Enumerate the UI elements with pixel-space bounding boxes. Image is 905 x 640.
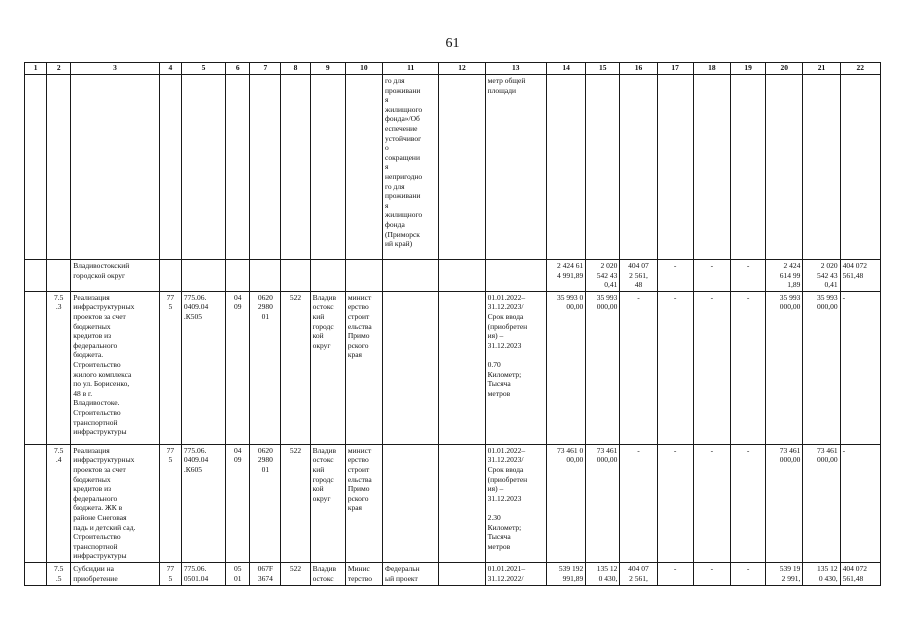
table-cell-col-17 — [657, 75, 693, 260]
table-cell-col-9: Владив остокс — [310, 562, 345, 585]
table-cell-col-14: 73 461 0 00,00 — [546, 444, 585, 562]
table-cell-col-1 — [25, 291, 47, 444]
table-cell-col-7: 0620 2980 01 — [250, 291, 281, 444]
table-cell-col-9 — [310, 75, 345, 260]
table-cell-col-6: 04 09 — [226, 444, 250, 562]
table-cell-col-18: - — [693, 260, 730, 292]
table-cell-col-12 — [439, 75, 485, 260]
table-cell-col-19: - — [730, 444, 765, 562]
table-cell-col-21: 73 461 000,00 — [803, 444, 840, 562]
col-header: 12 — [439, 63, 485, 75]
table-cell-col-2: 7.5 .5 — [47, 562, 71, 585]
table-cell-col-4 — [159, 260, 181, 292]
col-header: 17 — [657, 63, 693, 75]
table-cell-col-9 — [310, 260, 345, 292]
col-header: 11 — [383, 63, 439, 75]
table-cell-col-22: 404 072 561,48 — [840, 562, 880, 585]
table-cell-col-8: 522 — [281, 444, 310, 562]
table-cell-col-11: го для проживани я жилищного фонда»/Об еспечение устойчивог о сокращени я непригодно го для проживани я жилищного фонда (Приморск ий край) — [383, 75, 439, 260]
table-cell-col-11 — [383, 444, 439, 562]
table-cell-col-6: 05 01 — [226, 562, 250, 585]
table-cell-col-5: 775.06. 0409.04 .К605 — [181, 444, 225, 562]
table-cell-col-16: 404 07 2 561, 48 — [620, 260, 657, 292]
table-cell-col-8 — [281, 260, 310, 292]
table-cell-col-16 — [620, 75, 657, 260]
table-cell-col-3: Реализация инфраструктурных проектов за счет бюджетных кредитов из федерального бюджета. Строительство жилого комплекса по ул. Борисенко, 48 в г. Владивостоке. Строительство транспортной инфраструктуры — [71, 291, 160, 444]
table-cell-col-7 — [250, 260, 281, 292]
table-cell-col-14: 539 192 991,89 — [546, 562, 585, 585]
table-row — [25, 75, 881, 260]
table-cell-col-13 — [485, 260, 546, 292]
table-cell-col-16: - — [620, 291, 657, 444]
col-header: 3 — [71, 63, 160, 75]
table-cell-col-4: 77 5 — [159, 562, 181, 585]
table-cell-col-9: Владив остокс кий городс кой округ — [310, 444, 345, 562]
table-cell-col-11 — [383, 291, 439, 444]
table-cell-col-14: 35 993 0 00,00 — [546, 291, 585, 444]
table-cell-col-4: 77 5 — [159, 444, 181, 562]
table-cell-col-10: минист ерство строит ельства Примо рского края — [345, 444, 382, 562]
table-cell-col-10: Минис терство — [345, 562, 382, 585]
table-cell-col-1 — [25, 562, 47, 585]
table-cell-col-5: 775.06. 0409.04 .К505 — [181, 291, 225, 444]
table-cell-col-8: 522 — [281, 562, 310, 585]
table-cell-col-3: Владивостокский городской округ — [71, 260, 160, 292]
table-cell-col-7: 0620 2980 01 — [250, 444, 281, 562]
col-header: 16 — [620, 63, 657, 75]
table-cell-col-17: - — [657, 260, 693, 292]
col-header: 6 — [226, 63, 250, 75]
col-header: 14 — [546, 63, 585, 75]
table-cell-col-14: 2 424 61 4 991,89 — [546, 260, 585, 292]
col-header: 21 — [803, 63, 840, 75]
table-cell-col-19: - — [730, 260, 765, 292]
table-cell-col-5: 775.06. 0501.04 — [181, 562, 225, 585]
table-row — [25, 291, 881, 444]
table-cell-col-12 — [439, 260, 485, 292]
table-cell-col-17: - — [657, 291, 693, 444]
table-cell-col-20: 2 424 614 99 1,89 — [766, 260, 803, 292]
table-cell-col-18: - — [693, 562, 730, 585]
col-header: 1 — [25, 63, 47, 75]
table-cell-col-22: - — [840, 291, 880, 444]
table-row — [25, 562, 881, 585]
table-cell-col-19 — [730, 75, 765, 260]
table-cell-col-21: 35 993 000,00 — [803, 291, 840, 444]
table-cell-col-13: 01.01.2022– 31.12.2023/ Срок ввода (приобретен ия) – 31.12.2023 0.70 Километр; Тысяча метров — [485, 291, 546, 444]
table-cell-col-6: 04 09 — [226, 291, 250, 444]
table-cell-col-5 — [181, 75, 225, 260]
table-cell-col-9: Владив остокс кий городс кой округ — [310, 291, 345, 444]
col-header: 20 — [766, 63, 803, 75]
col-header: 10 — [345, 63, 382, 75]
col-header: 4 — [159, 63, 181, 75]
table-cell-col-2: 7.5 .4 — [47, 444, 71, 562]
table-cell-col-20 — [766, 75, 803, 260]
table-cell-col-7 — [250, 75, 281, 260]
table-cell-col-22 — [840, 75, 880, 260]
col-header: 18 — [693, 63, 730, 75]
col-header: 19 — [730, 63, 765, 75]
table-cell-col-7: 067F 3674 — [250, 562, 281, 585]
table-cell-col-1 — [25, 260, 47, 292]
col-header: 5 — [181, 63, 225, 75]
table-cell-col-15: 2 020 542 43 0,41 — [586, 260, 620, 292]
table-cell-col-2 — [47, 260, 71, 292]
table-cell-col-18: - — [693, 291, 730, 444]
table-cell-col-1 — [25, 444, 47, 562]
table-cell-col-5 — [181, 260, 225, 292]
header-row — [25, 63, 881, 75]
table-cell-col-16: 404 07 2 561, — [620, 562, 657, 585]
table-cell-col-13: 01.01.2021– 31.12.2022/ — [485, 562, 546, 585]
table-cell-col-6 — [226, 75, 250, 260]
col-header: 9 — [310, 63, 345, 75]
table-cell-col-17: - — [657, 562, 693, 585]
table-cell-col-13: метр общей площади — [485, 75, 546, 260]
table-cell-col-12 — [439, 291, 485, 444]
table-cell-col-8 — [281, 75, 310, 260]
table-cell-col-12 — [439, 562, 485, 585]
table-row — [25, 444, 881, 562]
table-cell-col-20: 539 19 2 991, — [766, 562, 803, 585]
table-cell-col-15 — [586, 75, 620, 260]
table-cell-col-2: 7.5 .3 — [47, 291, 71, 444]
table-cell-col-19: - — [730, 562, 765, 585]
table-cell-col-3 — [71, 75, 160, 260]
table-cell-col-11 — [383, 260, 439, 292]
table-cell-col-3: Субсидии на приобретение — [71, 562, 160, 585]
col-header: 7 — [250, 63, 281, 75]
table-cell-col-12 — [439, 444, 485, 562]
table-row — [25, 260, 881, 292]
col-header: 22 — [840, 63, 880, 75]
data-table — [24, 62, 881, 586]
col-header: 8 — [281, 63, 310, 75]
table-cell-col-22: - — [840, 444, 880, 562]
table-cell-col-8: 522 — [281, 291, 310, 444]
table-cell-col-20: 35 993 000,00 — [766, 291, 803, 444]
table-cell-col-22: 404 072 561,48 — [840, 260, 880, 292]
table-cell-col-15: 135 12 0 430, — [586, 562, 620, 585]
col-header: 2 — [47, 63, 71, 75]
table-cell-col-18: - — [693, 444, 730, 562]
table-cell-col-19: - — [730, 291, 765, 444]
table-cell-col-21: 2 020 542 43 0,41 — [803, 260, 840, 292]
table-cell-col-21: 135 12 0 430, — [803, 562, 840, 585]
table-cell-col-15: 73 461 000,00 — [586, 444, 620, 562]
table-cell-col-10: минист ерство строит ельства Примо рского края — [345, 291, 382, 444]
table-cell-col-21 — [803, 75, 840, 260]
table-cell-col-20: 73 461 000,00 — [766, 444, 803, 562]
table-cell-col-16: - — [620, 444, 657, 562]
table-cell-col-17: - — [657, 444, 693, 562]
page-number: 61 — [445, 36, 460, 51]
table-cell-col-6 — [226, 260, 250, 292]
table-cell-col-18 — [693, 75, 730, 260]
col-header: 15 — [586, 63, 620, 75]
table-cell-col-1 — [25, 75, 47, 260]
table-cell-col-14 — [546, 75, 585, 260]
table-cell-col-10 — [345, 75, 382, 260]
table-cell-col-15: 35 993 000,00 — [586, 291, 620, 444]
table-cell-col-10 — [345, 260, 382, 292]
table-cell-col-4: 77 5 — [159, 291, 181, 444]
table-cell-col-4 — [159, 75, 181, 260]
table-cell-col-13: 01.01.2022– 31.12.2023/ Срок ввода (приобретен ия) – 31.12.2023 2.30 Километр; Тысяча метров — [485, 444, 546, 562]
table-cell-col-11: Федеральн ый проект — [383, 562, 439, 585]
col-header: 13 — [485, 63, 546, 75]
table-cell-col-3: Реализация инфраструктурных проектов за счет бюджетных кредитов из федерального бюджета. ЖК в районе Снеговая падь и детский сад. Строительство транспортной инфраструктуры — [71, 444, 160, 562]
table-cell-col-2 — [47, 75, 71, 260]
